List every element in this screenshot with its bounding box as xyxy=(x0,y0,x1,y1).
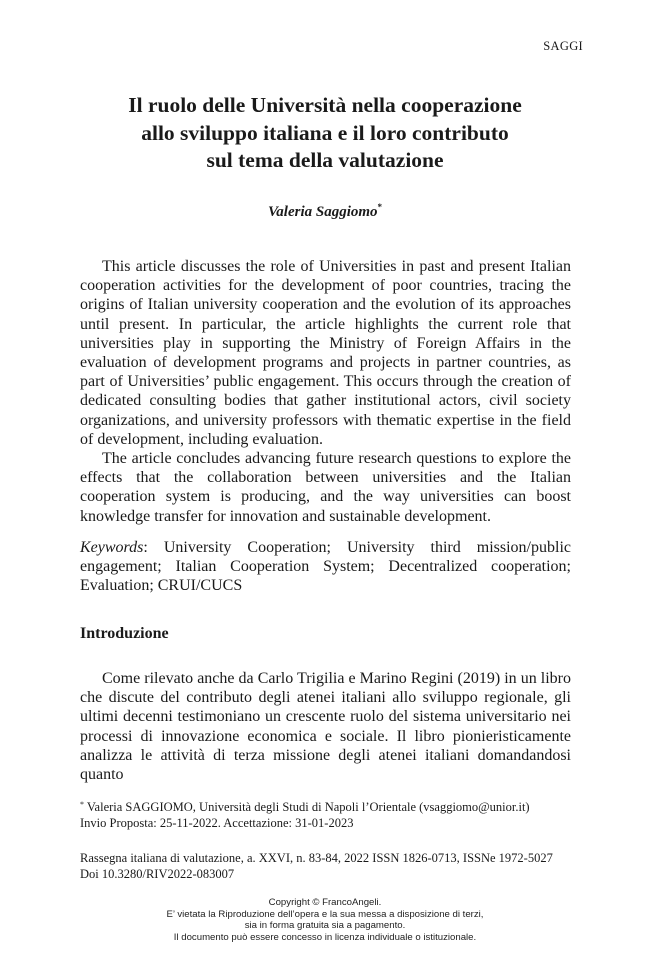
section-label: SAGGI xyxy=(543,39,583,53)
title-line: Il ruolo delle Università nella cooperazione xyxy=(128,93,522,117)
journal-info xyxy=(80,850,580,882)
copyright-notice xyxy=(0,897,650,943)
copyright-line: sia in forma gratuita sia a pagamento. xyxy=(244,920,406,932)
author-line xyxy=(0,202,650,221)
footnote-line xyxy=(80,797,580,815)
copyright-line: Copyright © FrancoAngeli. xyxy=(268,897,382,908)
keywords-label: Keywords xyxy=(80,539,144,556)
copyright-line: Il documento può essere concesso in licenza individuale o istituzionale. xyxy=(173,931,477,943)
abstract-paragraph: The article concludes advancing future research questions to explore the effects that the collaboration between universities and the Italian cooperation system is producing, and the way universities can boost knowledge transfer for innovation and sustainable development. xyxy=(80,450,571,525)
abstract-paragraph: This article discusses the role of Universities in past and present Italian cooperation activities for the development of poor countries, tracing the origins of Italian university cooperation and the evolution of its approaches until present. In particular, the article highlights the current role that universities play in supporting the Ministry of Foreign Affairs in the evaluation of development programs and projects in partner countries, as part of Universities’ public engagement. This occurs through the creation of dedicated consulting bodies that gather institutional actors, civil society organizations, and university professors with thematic expertise in the field of development, including evaluation. xyxy=(80,258,571,448)
footnote-author-affiliation: Valeria SAGGIOMO, Università degli Studi di Napoli l’Orientale (vsaggiomo@unior.it) xyxy=(86,800,530,814)
author-name: Valeria Saggiomo xyxy=(267,204,378,220)
title-line: allo sviluppo italiana e il loro contributo xyxy=(141,120,509,145)
journal-citation: Rassegna italiana di valutazione, a. XXVI, n. 83-84, 2022 ISSN 1826-0713, ISSNe 1972-5027 xyxy=(80,851,553,865)
copyright-line: E’ vietata la Riproduzione dell’opera e la sua messa a disposizione di terzi, xyxy=(166,908,484,920)
intro-body xyxy=(80,669,571,784)
keywords-paragraph xyxy=(80,538,571,596)
footnote xyxy=(80,797,580,831)
author-footnote-mark: * xyxy=(377,202,383,212)
keywords xyxy=(80,538,571,596)
journal-doi: Doi 10.3280/RIV2022-083007 xyxy=(80,867,235,881)
title-line: sul tema della valutazione xyxy=(206,148,444,172)
keywords-text: : University Cooperation; University third mission/public engagement; Italian Cooperation System; Decentralized cooperation; Evaluation; CRUI/CUCS xyxy=(80,539,571,595)
abstract xyxy=(80,257,571,526)
intro-paragraph: Come rilevato anche da Carlo Trigilia e Marino Regini (2019) in un libro che discute del contributo degli atenei italiani allo sviluppo regionale, gli ultimi decenni testimoniano un crescente ruolo del sistema universitario nei processi di innovazione economica e sociale. Il libro pionieristicamente analizza le attività di terza missione degli atenei italiani domandandosi quanto xyxy=(80,670,571,784)
footnote-dates: Invio Proposta: 25-11-2022. Accettazione: 31-01-2023 xyxy=(80,816,354,830)
section-heading: Introduzione xyxy=(80,625,169,642)
article-title xyxy=(80,92,570,175)
footnote-mark: * xyxy=(80,800,84,809)
